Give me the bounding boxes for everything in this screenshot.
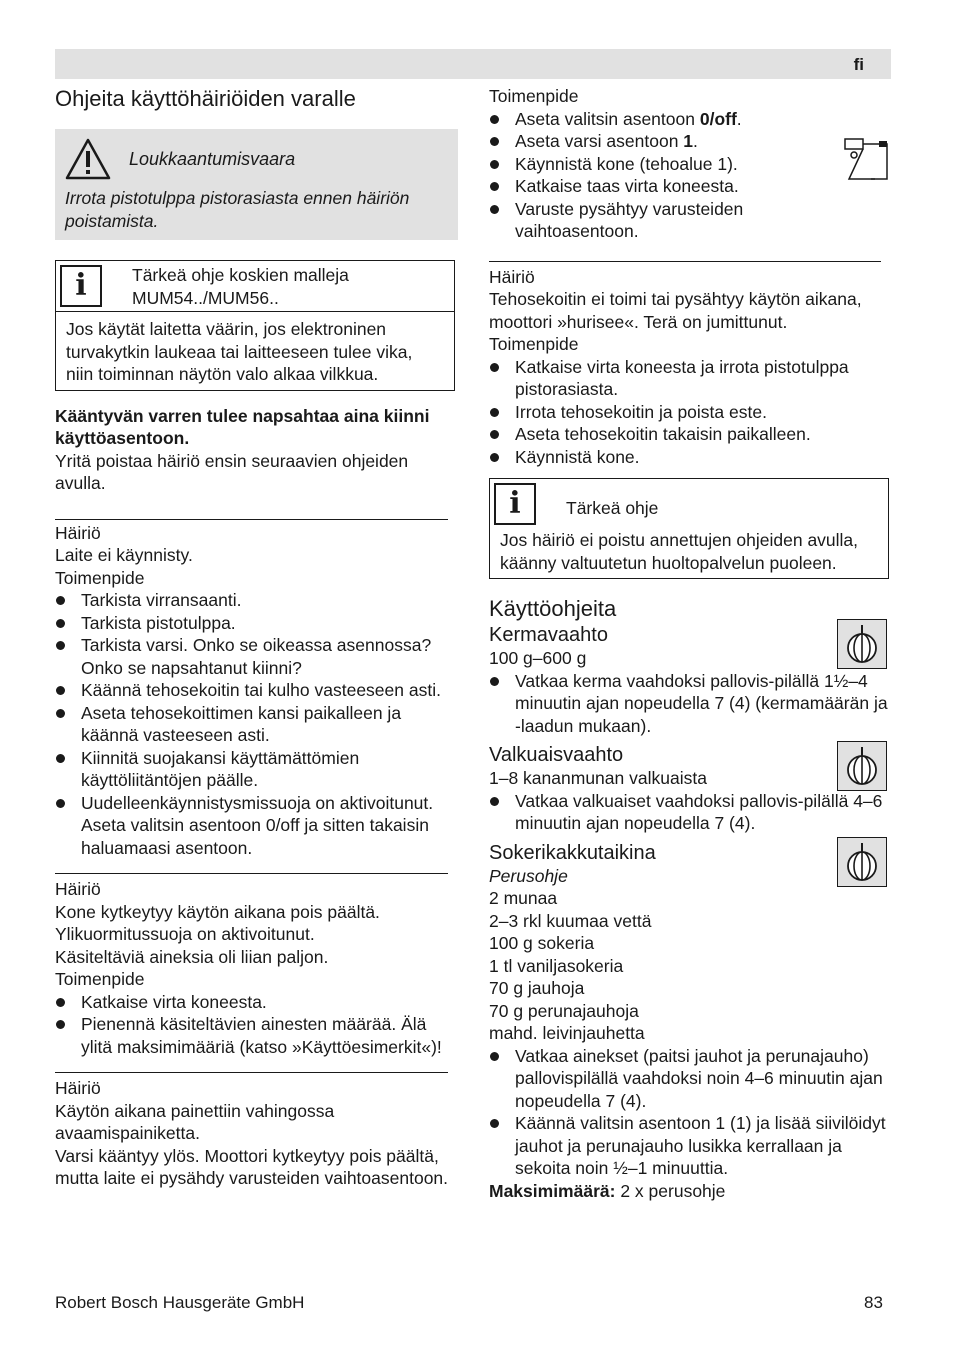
info-title: Tärkeä ohje xyxy=(566,498,659,518)
ingredient: 2–3 rkl kuumaa vettä xyxy=(489,910,652,931)
fault-1 xyxy=(55,522,455,860)
fault-line: Käsiteltäviä aineksia oli liian paljon. xyxy=(55,946,329,967)
list-item: Katkaise taas virta koneesta. xyxy=(489,175,819,198)
right-column xyxy=(489,85,889,1202)
left-column xyxy=(55,85,455,1190)
fault-label: Häiriö xyxy=(55,879,101,899)
section-title: Ohjeita käyttöhäiriöiden varalle xyxy=(55,86,356,111)
header-bar xyxy=(55,49,891,79)
info-title-line1: Tärkeä ohje koskien malleja xyxy=(132,265,349,285)
info-icon: i xyxy=(494,483,536,525)
usage-title: Käyttöohjeita xyxy=(489,596,617,621)
warning-triangle-icon xyxy=(65,138,111,180)
list-item: Aseta tehosekoitin takaisin paikalleen. xyxy=(489,423,889,446)
list-item: Uudelleenkäynnistysmissuoja on aktivoitunut. Aseta valitsin asentoon 0/off ja sitten takaisin haluamaasi asentoon. xyxy=(55,792,455,860)
fault-text: Tehosekoitin ei toimi tai pysähtyy käytön aikana, moottori »hurisee«. Terä on jumittunut. xyxy=(489,289,862,332)
list-item: Käännä valitsin asentoon 1 (1) ja lisää siivilöidyt jauhot ja perunajauho lusikka kerrallaan ja sekoita noin ½–1 minuuttia. xyxy=(489,1112,889,1180)
recipe-steps xyxy=(489,670,889,738)
list-item: Käynnistä kone (tehoalue 1). xyxy=(489,153,819,176)
fault-2 xyxy=(55,878,455,1058)
fault-3 xyxy=(55,1077,455,1190)
fault-4 xyxy=(489,266,889,469)
note: Yritä poistaa häiriö ensin seuraavien ohjeiden avulla. xyxy=(55,450,409,493)
list-item: Kiinnitä suojakansi käyttämättömien käyttöliitäntöjen päälle. xyxy=(55,747,455,792)
ingredient: 70 g jauhoja xyxy=(489,978,585,998)
list-item: Varuste pysähtyy varusteiden vaihtoasentoon. xyxy=(489,198,819,243)
fault-text: Laite ei käynnisty. xyxy=(55,545,193,565)
fault-line: Ylikuormitussuoja on aktivoitunut. xyxy=(55,924,315,944)
list-item: Aseta valitsin asentoon 0/off. xyxy=(489,108,819,131)
footer-company: Robert Bosch Hausgeräte GmbH xyxy=(55,1293,305,1312)
ingredient: 70 g perunajauhoja xyxy=(489,1000,639,1021)
warning-title: Loukkaantumisvaara xyxy=(129,148,296,169)
fault-line: Kone kytkeytyy käytön aikana pois päältä. xyxy=(55,901,380,922)
action-list xyxy=(55,991,455,1059)
list-item: Tarkista varsi. Onko se oikeassa asennossa? Onko se napsahtanut kiinni? xyxy=(55,634,455,679)
whisk-icon xyxy=(838,838,886,886)
bold-note: Kääntyvän varren tulee napsahtaa aina kiinni käyttöasentoon. xyxy=(55,405,430,448)
list-item: Käännä tehosekoitin tai kulho vasteeseen asti. xyxy=(55,679,455,702)
language-code: fi xyxy=(853,55,864,74)
list-item: Katkaise virta koneesta. xyxy=(55,991,455,1014)
list-item: Vatkaa valkuaiset vaahdoksi pallovis-pilällä 4–6 minuutin ajan nopeudella 7 (4). xyxy=(489,790,889,835)
mixer-arm-position-icon xyxy=(841,135,893,183)
action-label: Toimenpide xyxy=(55,969,145,989)
list-item: Tarkista virransaanti. xyxy=(55,589,455,612)
ingredient: 1 tl vaniljasokeria xyxy=(489,955,624,976)
list-item: Vatkaa ainekset (paitsi jauhot ja perunajauho) pallovispilällä vaahdoksi noin 4–6 minuutin ajan nopeudella 7 (4). xyxy=(489,1045,889,1113)
list-item: Pienennä käsiteltävien ainesten määrää. Älä ylitä maksimimääriä (katso »Käyttöesimerkit«)! xyxy=(55,1013,455,1058)
warning-box xyxy=(55,129,458,240)
recipe-steps xyxy=(489,790,889,835)
info-title-line2: MUM54../MUM56.. xyxy=(132,287,279,308)
list-item: Katkaise virta koneesta ja irrota pistotulppa pistorasiasta. xyxy=(489,356,889,401)
fault-text: Käytön aikana painettiin vahingossa avaamispainiketta. xyxy=(55,1100,335,1143)
page-number: 83 xyxy=(864,1293,883,1312)
list-item: Tarkista pistotulppa. xyxy=(55,612,455,635)
whisk-icon xyxy=(838,742,886,790)
whisk-icon xyxy=(838,620,886,668)
whisk-icon-box xyxy=(837,837,887,887)
ingredient: 100 g sokeria xyxy=(489,933,595,953)
divider xyxy=(55,1072,448,1073)
info-text: Jos häiriö ei poistu annettujen ohjeiden avulla, käänny valtuutetun huoltopalvelun puoleen. xyxy=(500,530,859,573)
action-label: Toimenpide xyxy=(55,567,145,588)
ingredient: mahd. leivinjauhetta xyxy=(489,1023,645,1043)
action-list xyxy=(489,356,889,469)
list-item: Vatkaa kerma vaahdoksi pallovis-pilällä 1½–4 minuutin ajan nopeudella 7 (4) (kermamäärän ja -laadun mukaan). xyxy=(489,670,889,738)
sponge-section xyxy=(489,841,889,1203)
info-text: Jos käytät laitetta väärin, jos elektroninen turvakytkin laukeaa tai laitteeseen tulee vika, niin toiminnan näytön valo alkaa vilkkua. xyxy=(66,319,413,384)
fault-label: Häiriö xyxy=(489,266,535,287)
action-list xyxy=(489,108,819,243)
ingredient: 2 munaa xyxy=(489,888,558,908)
list-item: Aseta tehosekoittimen kansi paikalleen ja käännä vasteeseen asti. xyxy=(55,702,455,747)
list-item: Käynnistä kone. xyxy=(489,446,889,469)
divider xyxy=(489,261,881,262)
recipe-title: Sokerikakkutaikina xyxy=(489,841,656,864)
eggwhite-section xyxy=(489,743,889,835)
whisk-icon-box xyxy=(837,741,887,791)
fault-text: Varsi kääntyy ylös. Moottori kytkeytyy pois päältä, mutta laite ei pysähdy varusteiden vaihtoasentoon. xyxy=(55,1145,449,1188)
recipe-amount: 1–8 kananmunan valkuaista xyxy=(489,768,707,788)
recipe-title: Valkuaisvaahto xyxy=(489,744,624,766)
max-amount: Maksimimäärä: 2 x perusohje xyxy=(489,1180,726,1201)
recipe-basic: Perusohje xyxy=(489,865,568,886)
whisk-icon-box xyxy=(837,619,887,669)
cream-section xyxy=(489,623,889,737)
action-label: Toimenpide xyxy=(489,334,579,354)
list-item: Irrota tehosekoitin ja poista este. xyxy=(489,401,889,424)
recipe-title: Kermavaahto xyxy=(489,624,608,646)
divider xyxy=(55,519,448,520)
info-title xyxy=(102,261,349,309)
fault-label: Häiriö xyxy=(55,1078,101,1098)
divider xyxy=(55,873,448,874)
info-box xyxy=(55,260,455,391)
recipe-amount: 100 g–600 g xyxy=(489,648,587,668)
warning-text: Irrota pistotulppa pistorasiasta ennen häiriön poistamista. xyxy=(65,188,410,231)
recipe-steps xyxy=(489,1045,889,1180)
info-icon: i xyxy=(60,265,102,307)
action-list xyxy=(55,589,455,859)
fault-label: Häiriö xyxy=(55,522,101,543)
action-label: Toimenpide xyxy=(489,86,579,106)
info-box-2 xyxy=(489,478,889,579)
list-item: Aseta varsi asentoon 1. xyxy=(489,130,819,153)
